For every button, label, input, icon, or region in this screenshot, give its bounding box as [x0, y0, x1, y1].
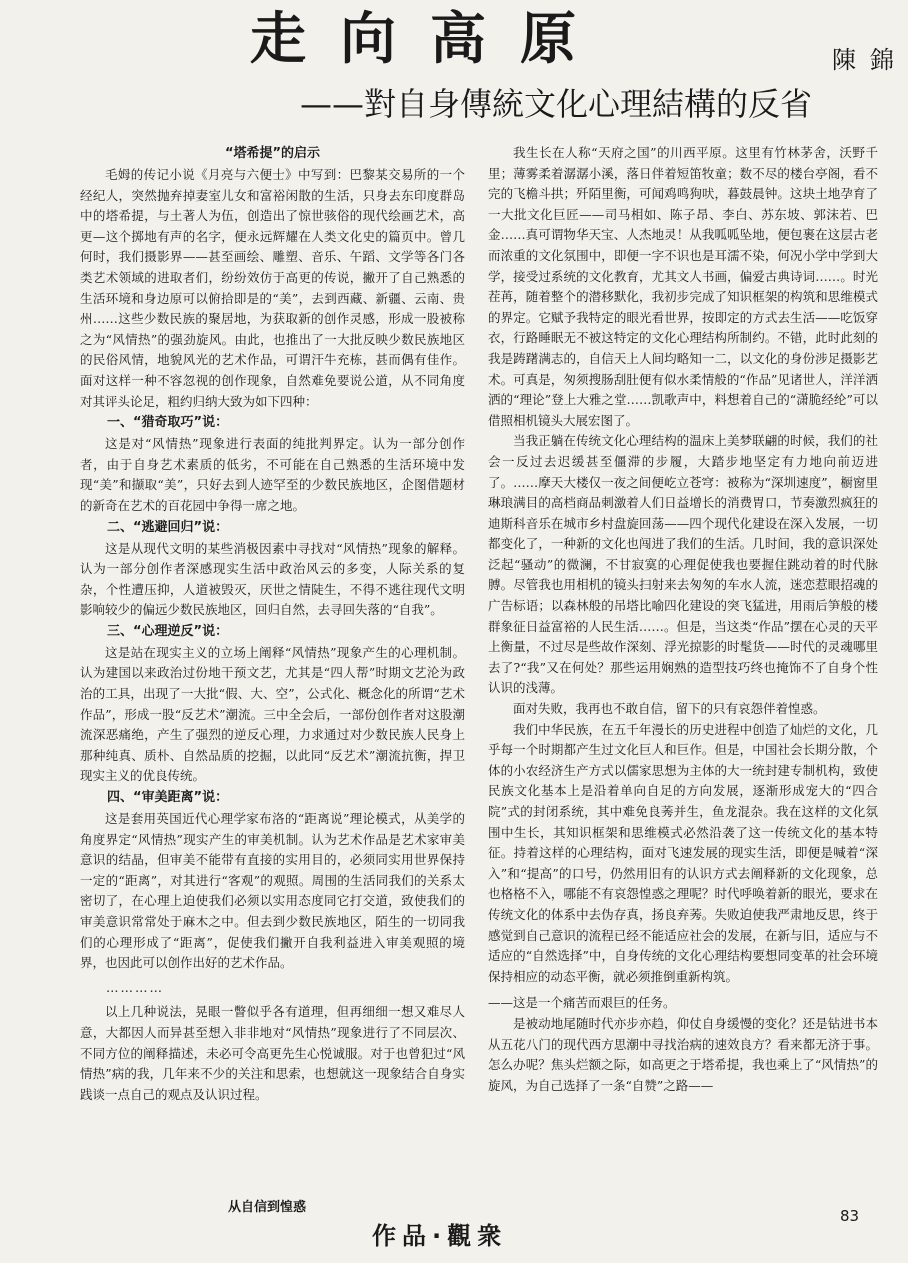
- theory-heading-3: 三、“心理逆反”说：: [107, 623, 229, 639]
- left-column: [80, 143, 465, 1105]
- section-heading-tahiti: “塔希提”的启示: [224, 146, 321, 161]
- paragraph-task: ——这是一个痛苦而艰巨的任务。: [488, 995, 676, 1011]
- magazine-name: 作品·觀衆: [372, 1222, 508, 1250]
- paragraph-hometown: 我生长在人称“天府之国”的川西平原。这里有竹林茅舍，沃野千里；薄雾柔着潺潺小溪，落日伴着短笛牧童；数不尽的楼台亭阁，看不完的飞檐斗拱；歼陌里衡，可闻鸡鸣狗吠，暮鼓晨钟。这块土地孕育了一大批文化巨匠——司马相如、陈子昂、李白、苏东坡、郭沫若、巴金……真可谓物华天宝、人杰地灵！从我呱呱坠地，便包裹在这层古老而浓重的文化氛围中，即便一字不识也是耳濡不染，何况小学中学到大学，接受过系统的文化教育，尤其文人书画，偏爱古典诗词……。时光茬苒，随着整个的潜移默化，我初步完成了知识框架的构筑和思维模式的界定。它赋予我特定的眼光看世界，按即定的方式去生活——吃饭穿衣，行路睡眠无不被这特定的文化心理结构所制约。不错，此时此刻的我是踌躇满志的，自信天上人间均略知一二，以文化的身份涉足摄影艺术。可真是，匆须搜肠刮肚便有似水柔情般的“作品”见诸世人，洋洋洒洒的“理论”登上大雅之堂……凯歌声中，料想着自己的“潇脆经纶”可以借照相机镜头大展宏图了。: [488, 145, 878, 428]
- theory-paragraph-2: 这是从现代文明的某些消极因素中寻找对“风情热”现象的解释。认为一部分创作者深感现实生活中政治风云的多变，人际关系的复杂，个性遭压抑，人道被毁灭，厌世之情陡生，不得不逃往现代文明影响较少的偏远少数民族地区，回归自然，去寻回失落的“自我”。: [80, 540, 465, 618]
- section-heading-confidence: 从自信到惶惑: [228, 1200, 307, 1215]
- page-number: 83: [840, 1207, 860, 1225]
- theory-paragraph-1: 这是对“风情热”现象进行表面的纯批判界定。认为一部分创作者，由于自身艺术素质的低劣，不可能在自己熟悉的生活环境中发现“美”和撷取“美”，只好去到人迹罕至的少数民族地区，企图借题材的新奇在艺术的百花园中争得一席之地。: [80, 436, 465, 513]
- paragraph-society-change: 当我正躺在传统文化心理结构的温床上美梦联翩的时候，我们的社会一反过去迟缓甚至僵滞的步履，大踏步地坚定有力地向前迈进了。……摩天大楼仅一夜之间便屹立苍穹：被称为“深圳速度”，橱窗里琳琅满目的高档商品刺激着人们日益增长的消费胃口，节奏激烈疯狂的迪斯科音乐在城市乡村盘旋回荡——四个现代化建设在深入发展，一切都变化了，一种新的文化也闯进了我们的生活。几时间，我的意识深处泛起“骚动”的微澜，不甘寂寞的心理促使我也要握住跳动着的时代脉膊。尽管我也用相机的镜头扫射来去匆匆的车水人流，迷恋惹眼招魂的广告标语；以森林般的吊塔比喻四化建设的突飞猛进，用雨后笋般的楼群象征日益富裕的人民生活……。但是，当这类“作品”摆在心灵的天平上衡量，不过尽是些故作深刻、浮光掠影的时髦货——时代的灵魂哪里去了?“我”又在何处？那些运用娴熟的造型技巧终也掩饰不了自身个性认识的浅薄。: [488, 433, 878, 696]
- article-subtitle: ——對自身傳統文化心理結構的反省: [300, 85, 813, 123]
- theory-paragraph-4: 这是套用英国近代心理学家布洛的“距离说”理论模式，从美学的角度界定“风情热”现实产生的审美机制。认为艺术作品是艺术家审美意识的结晶，但审美不能带有直接的实用目的，必须同实用世界保持一定的“距离”，对其进行“客观”的观照。周围的生活同我们的关系太密切了，在心理上迫使我们必须以实用态度同它打交道，致使我们的审美意识常常处于麻木之中。但去到少数民族地区，陌生的一切同我们的心理形成了“距离”，促使我们撇开自我利益进入审美观照的境界，也因此可以创作出好的艺术作品。: [80, 811, 465, 971]
- intro-paragraph: 毛姆的传记小说《月亮与六便士》中写到：巴黎某交易所的一个经纪人，突然抛弃掉妻室儿女和富裕闲散的生活，只身去东印度群岛中的塔希提，与土著人为伍，创造出了惊世骇俗的现代绘画艺术，高更—这个掷地有声的名字，便永远辉耀在人类文化史的篇页中。曾几何时，我们摄影界——甚至画绘、雕塑、音乐、午蹈、文学等各门各类艺术领域的进取者们，纷纷效仿于高更的传说，撇开了自己熟悉的生活环境和身边原可以俯拾即是的“美”，去到西藏、新疆、云南、贵州……这些少数民族的聚居地，为获取新的创作灵感，形成一股被称之为“风情热”的强劲旋风。由此，也推出了一大批反映少数民族地区的民俗风情，地貌风光的艺术作品，可谓汗牛充栋，甚而偶有佳作。面对这样一种不容忽视的创作现象，自然难免要说公道，从不同角度对其评头论足，粗约归纳大致为如下四种：: [80, 167, 465, 409]
- theory-heading-4: 四、“审美距离”说：: [107, 790, 229, 806]
- right-column: [488, 143, 878, 1096]
- paragraph-chinese-culture: 我们中华民族，在五千年漫长的历史进程中创造了灿烂的文化，几乎每一个时期都产生过文化巨人和巨作。但是，中国社会长期分散，个体的小农经济生产方式以儒家思想为主体的大一统封建专制机构，致使民族文化基本上是沿着单向自足的方向发展，逐渐形成宠大的“四合院”式的封闭系统，其中难免良莠并生，鱼龙混杂。我在这样的文化氛围中生长，其知识框架和思维模式必然沿袭了这一传统文化的基本特征。持着这样的心理结构，面对飞速发展的现实生活，即便是喊着“深入”和“提高”的口号，仍然用旧有的认识方式去阐释新的文化现象，总也格格不入，哪能不有哀怨惶惑之理呢？时代呼唤着新的眼光，要求在传统文化的体系中去伪存真，扬良弃莠。失败迫使我严肃地反思，终于感觉到自己意识的流程已经不能适应社会的发展，在新与旧，适应与不适应的“自然选择”中，自身传统的文化心理结构要想同变革的社会环境保持相应的动态平衡，就必须推倒重新构筑。: [488, 721, 878, 984]
- theory-heading-1: 一、“猎奇取巧”说：: [107, 415, 229, 431]
- article-title: 走向高原: [250, 7, 610, 72]
- ellipsis-divider: …………: [106, 979, 164, 995]
- author-name: 陳錦: [832, 46, 908, 74]
- paragraph-failure: 面对失败，我再也不敢自信，留下的只有哀怨伴着惶惑。: [513, 701, 826, 717]
- closing-paragraph: 以上几种说法，晃眼一瞥似乎各有道理，但再细细一想又难尽人意，大都因人而异甚至想入非非地对“风情热”现象进行了不同层次、不同方位的阐释描述，未必可令高更先生心悦诚服。对于也曾犯过“风情热”病的我，几年来不少的关注和思索，也想就这一现象结合自身实践谈一点自己的观点及认识过程。: [80, 1004, 465, 1102]
- theory-heading-2: 二、“逃避回归”说：: [107, 519, 229, 535]
- paragraph-choice: 是被动地尾随时代亦步亦趋，仰仗自身缓慢的变化？还是钻进书本从五花八门的现代西方思潮中寻找治病的速效良方？看来都无济于事。怎么办呢？焦头烂额之际，如高更之于塔希提，我也乘上了“风情热”的旋风，为自己选择了一条“自赞”之路——: [488, 1015, 878, 1093]
- theory-paragraph-3: 这是站在现实主义的立场上阐释“风情热”现象产生的心理机制。认为建国以来政治过份地干预文艺，尤其是“四人帮”时期文艺沦为政治的工具，出现了一大批“假、大、空”，公式化、概念化的所谓“艺术作品”，形成一股“反艺术”潮流。三中全会后，一部份创作者对这股潮流深恶痛绝，产生了强烈的逆反心理，力求通过对少数民族人民身上那种纯真、质朴、自然品质的挖掘，以此同“反艺术”潮流抗衡，捍卫现实主义的优良传统。: [80, 644, 465, 784]
